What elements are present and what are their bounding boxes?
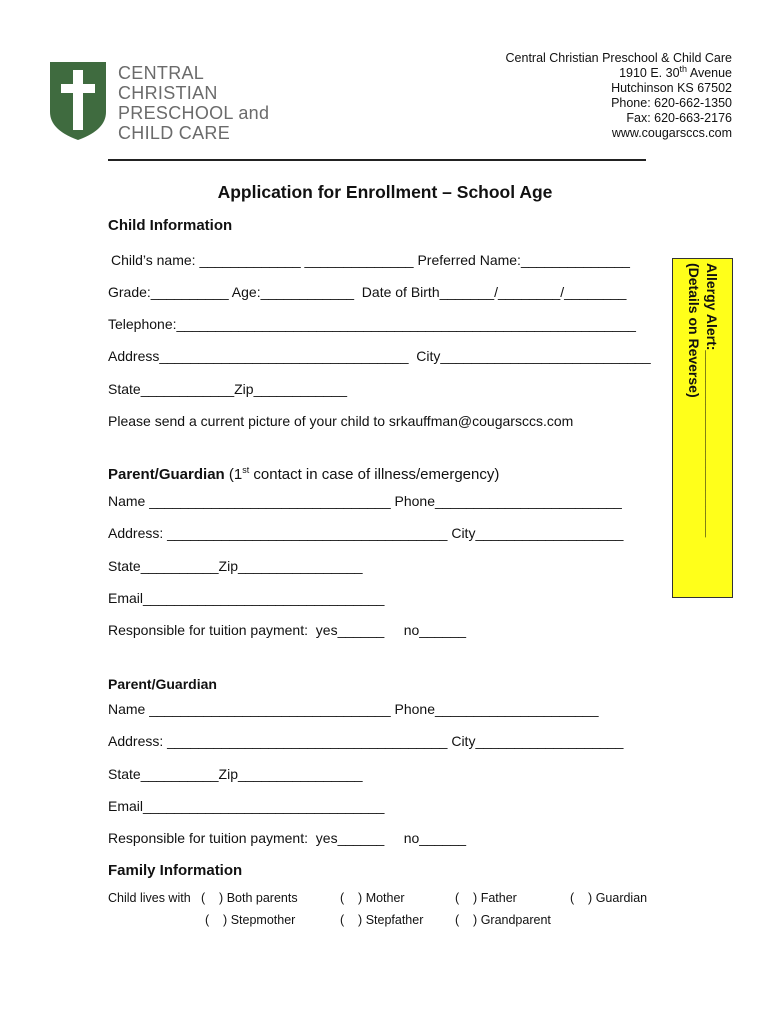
parent2-address-field[interactable]: Address: ____________________________________ City___________________ bbox=[108, 733, 624, 749]
option-both-parents[interactable]: ( ) Both parents bbox=[201, 891, 298, 905]
parent1-address-field[interactable]: Address: ____________________________________ City___________________ bbox=[108, 525, 624, 541]
option-stepmother[interactable]: ( ) Stepmother bbox=[205, 913, 296, 927]
child-name-field[interactable]: Child’s name: _____________ ______________ Preferred Name:______________ bbox=[111, 252, 630, 268]
parent2-heading: Parent/Guardian bbox=[108, 676, 217, 692]
parent1-tuition-field[interactable]: Responsible for tuition payment: yes______ no______ bbox=[108, 622, 467, 638]
picture-instructions: Please send a current picture of your child to srkauffman@cougarsccs.com bbox=[108, 413, 574, 429]
page-title: Application for Enrollment – School Age bbox=[217, 182, 553, 202]
school-name: Central Christian Preschool & Child Care bbox=[505, 51, 732, 65]
parent2-name-phone-field[interactable]: Name _______________________________ Phone_____________________ bbox=[108, 701, 599, 717]
parent1-state-zip-field[interactable]: State__________Zip________________ bbox=[108, 558, 363, 574]
allergy-alert-line: Allergy Alert:________________________ bbox=[703, 263, 720, 538]
allergy-alert-text bbox=[685, 263, 721, 593]
child-state-zip-field[interactable]: State____________Zip____________ bbox=[108, 381, 348, 397]
address-number: 1910 E. 30 bbox=[619, 66, 680, 80]
parent2-tuition-field[interactable]: Responsible for tuition payment: yes______ no______ bbox=[108, 830, 467, 846]
address-street: Avenue bbox=[687, 66, 732, 80]
school-phone: Phone: 620-662-1350 bbox=[611, 96, 732, 110]
option-father[interactable]: ( ) Father bbox=[455, 891, 517, 905]
logo-line: PRESCHOOL and bbox=[118, 103, 270, 123]
option-guardian[interactable]: ( ) Guardian bbox=[570, 891, 648, 905]
logo-line: CHRISTIAN bbox=[118, 83, 218, 103]
school-address bbox=[506, 63, 732, 81]
address-sup: th bbox=[679, 63, 688, 74]
family-info-heading: Family Information bbox=[108, 862, 243, 879]
allergy-alert-box[interactable] bbox=[672, 258, 733, 598]
school-city: Hutchinson KS 67502 bbox=[611, 81, 732, 95]
parent1-heading bbox=[108, 466, 499, 483]
parent1-heading-note-rest: contact in case of illness/emergency) bbox=[249, 466, 500, 483]
cross-shield-logo-icon bbox=[48, 60, 108, 142]
parent1-email-field[interactable]: Email_______________________________ bbox=[108, 590, 385, 606]
option-mother[interactable]: ( ) Mother bbox=[340, 891, 405, 905]
school-fax: Fax: 620-663-2176 bbox=[626, 111, 732, 125]
lives-with-label: Child lives with bbox=[108, 891, 191, 905]
parent1-name-phone-field[interactable]: Name _______________________________ Phone________________________ bbox=[108, 493, 622, 509]
parent1-heading-sup: st bbox=[242, 465, 250, 475]
option-grandparent[interactable]: ( ) Grandparent bbox=[455, 913, 551, 927]
logo-line: CENTRAL bbox=[118, 63, 205, 83]
logo-wordmark bbox=[118, 63, 269, 143]
parent1-heading-bold: Parent/Guardian bbox=[108, 466, 225, 483]
allergy-details-note: (Details on Reverse) bbox=[685, 263, 702, 398]
header-divider bbox=[108, 159, 646, 161]
child-info-heading: Child Information bbox=[108, 217, 233, 234]
telephone-field[interactable]: Telephone:___________________________________________________________ bbox=[108, 316, 636, 332]
option-stepfather[interactable]: ( ) Stepfather bbox=[340, 913, 424, 927]
parent1-heading-note: (1 bbox=[224, 466, 243, 483]
school-website: www.cougarsccs.com bbox=[611, 126, 732, 140]
parent2-state-zip-field[interactable]: State__________Zip________________ bbox=[108, 766, 363, 782]
parent2-email-field[interactable]: Email_______________________________ bbox=[108, 798, 385, 814]
contact-block bbox=[506, 51, 732, 141]
child-address-field[interactable]: Address________________________________ City___________________________ bbox=[108, 348, 651, 364]
grade-age-dob-field[interactable]: Grade:__________ Age:____________ Date of Birth_______/________/________ bbox=[108, 284, 627, 300]
logo-line: CHILD CARE bbox=[118, 123, 231, 143]
